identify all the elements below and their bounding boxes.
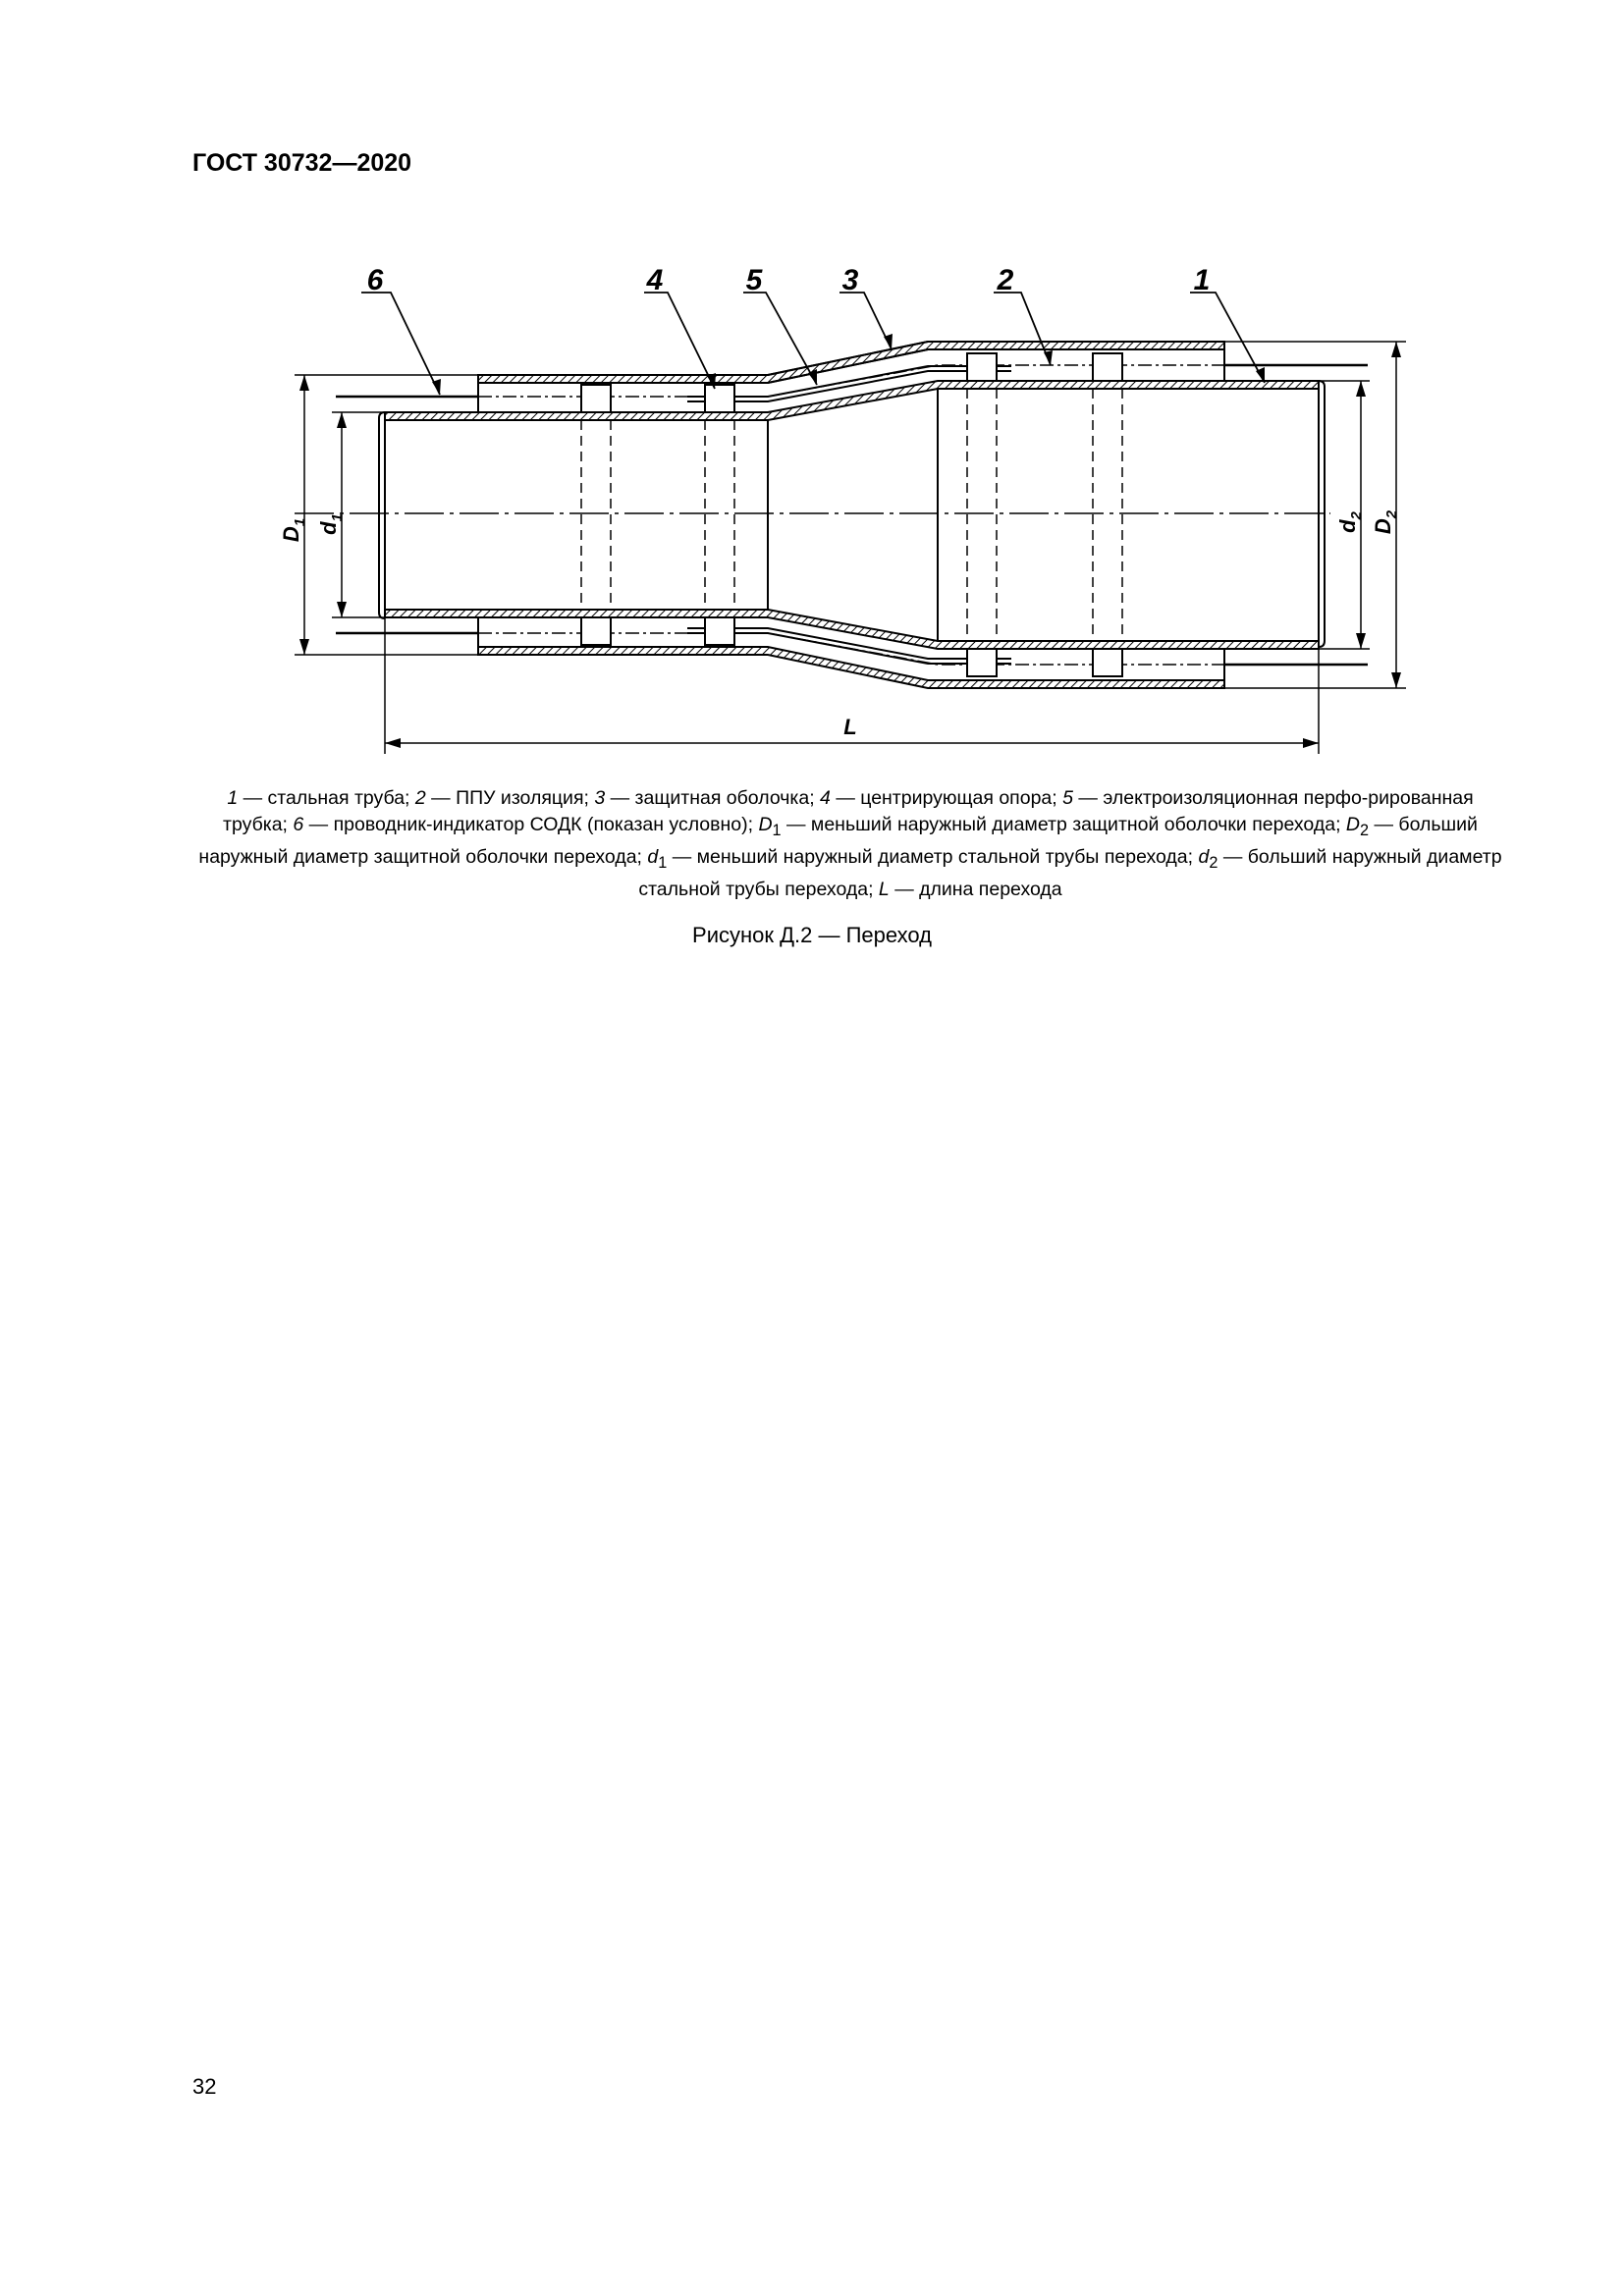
dim-label-D1: $D_1$ xyxy=(279,517,308,543)
page-number: 32 xyxy=(192,2074,217,2099)
figure-caption: Рисунок Д.2 — Переход xyxy=(692,923,932,947)
reducer-transition-drawing xyxy=(0,0,1624,785)
dim-label-D2: $D_2$ xyxy=(1371,509,1400,535)
callout-6: 6 xyxy=(366,264,384,296)
dim-label-d2: $d_2$ xyxy=(1335,511,1365,533)
document-header: ГОСТ 30732—2020 xyxy=(192,149,412,177)
callout-3: 3 xyxy=(841,264,859,296)
callout-2: 2 xyxy=(997,264,1014,296)
dim-label-d1: $d_1$ xyxy=(316,513,346,535)
callout-5: 5 xyxy=(745,264,763,296)
callout-1: 1 xyxy=(1193,264,1211,296)
steel-pipe xyxy=(385,381,1319,649)
pipe-stub-lines xyxy=(336,365,1368,665)
support-projection-lines xyxy=(581,389,1122,641)
perforated-tube xyxy=(687,366,1011,664)
figure-legend: 1 — стальная труба; 2 — ППУ изоляция; 3 — защитная оболочка; 4 — центрирующая опора; 5 — электроизоляционная перфо-рированная трубка; 6 — проводник-индикатор СОДК (показан условно); $D_1$ — меньший наружный диаметр защитной оболочки перехода; $D_2$ — больший наружный диаметр защитной оболочки перехода; $d_1$ — меньший наружный диаметр стальной трубы перехода; $d_2$ — больший наружный диаметр стальной трубы перехода; L — длина перехода xyxy=(198,787,1502,900)
dim-label-L: L xyxy=(843,715,857,739)
callout-4: 4 xyxy=(646,264,664,296)
